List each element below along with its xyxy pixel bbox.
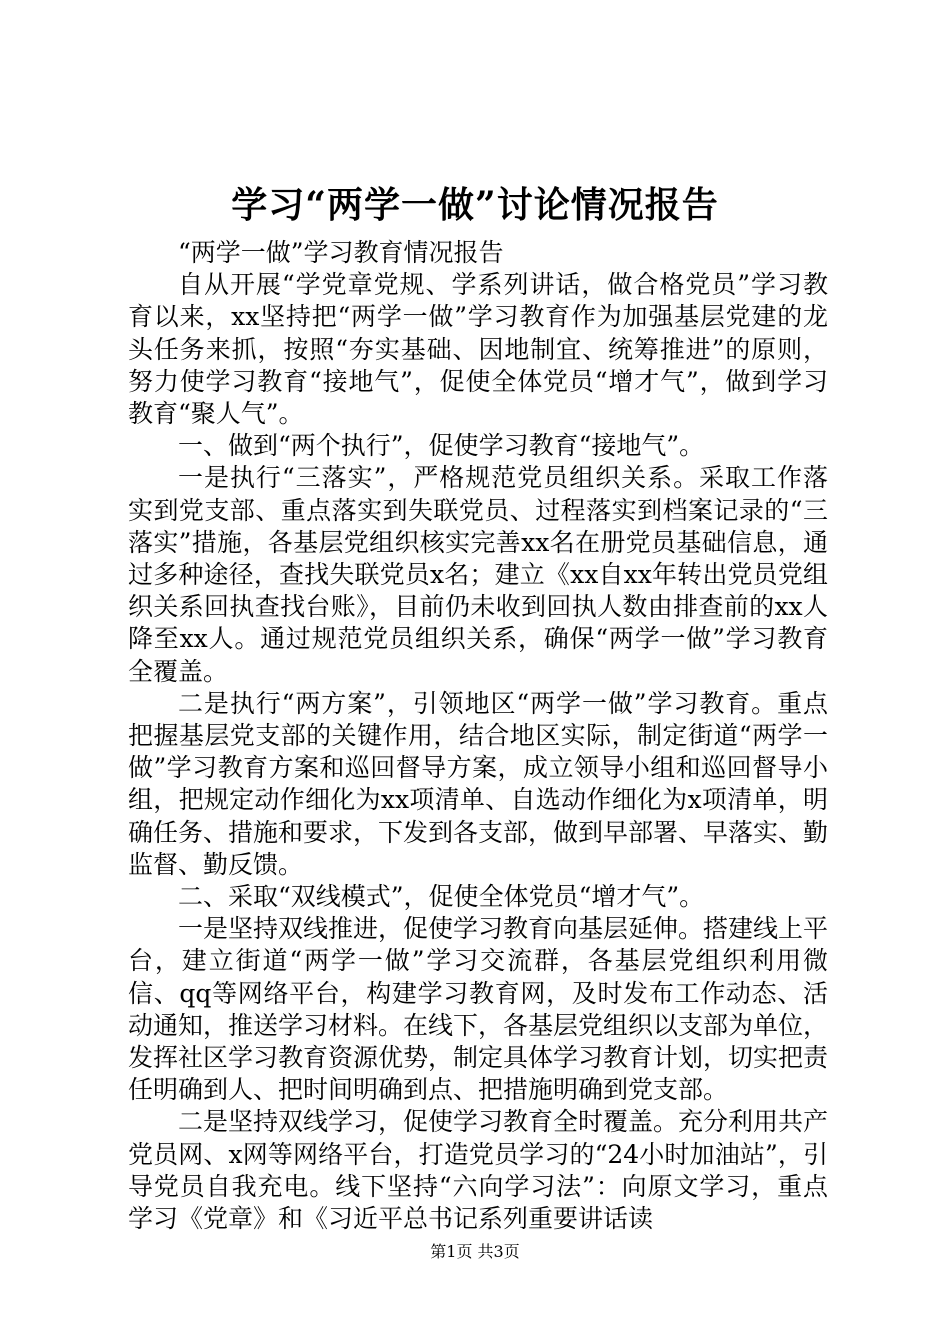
section-heading-2: 二、采取“双线模式”，促使全体党员“增才气”。 xyxy=(178,882,705,912)
section-heading-1: 一、做到“两个执行”，促使学习教育“接地气”。 xyxy=(178,431,705,461)
document-body xyxy=(128,237,828,1235)
page-footer: 第1页 共3页 xyxy=(430,1242,520,1261)
document-title: 学习“两学一做”讨论情况报告 xyxy=(231,184,719,226)
paragraph-1-1: 一是执行“三落实”，严格规范党员组织关系。采取工作落实到党支部、重点落实到失联党员、过程落实到档案记录的“三落实”措施，各基层党组织核实完善xx名在册党员基础信息，通过多种途径，查找失联党员x名；建立《xx自xx年转出党员党组织关系回执查找台账》，目前仍未收到回执人数由排查前的xx人降至xx人。通过规范党员组织关系，确保“两学一做”学习教育全覆盖。 xyxy=(128,463,828,686)
paragraph-2-1: 一是坚持双线推进，促使学习教育向基层延伸。搭建线上平台，建立街道“两学一做”学习交流群，各基层党组织利用微信、qq等网络平台，构建学习教育网，及时发布工作动态、活动通知，推送学习材料。在线下，各基层党组织以支部为单位，发挥社区学习教育资源优势，制定具体学习教育计划，切实把责任明确到人、把时间明确到点、把措施明确到党支部。 xyxy=(128,914,829,1105)
paragraph-2-2: 二是坚持双线学习，促使学习教育全时覆盖。充分利用共产党员网、x网等网络平台，打造党员学习的“24小时加油站”，引导党员自我充电。线下坚持“六向学习法”：向原文学习，重点学习《党章》和《习近平总书记系列重要讲话读 xyxy=(128,1107,829,1234)
paragraph-1-2: 二是执行“两方案”，引领地区“两学一做”学习教育。重点把握基层党支部的关键作用，结合地区实际，制定街道“两学一做”学习教育方案和巡回督导方案，成立领导小组和巡回督导小组，把规定动作细化为xx项清单、自选动作细化为x项清单，明确任务、措施和要求，下发到各支部，做到早部署、早落实、勤监督、勤反馈。 xyxy=(128,688,829,879)
paragraph-intro: 自从开展“学党章党规、学系列讲话，做合格党员”学习教育以来，xx坚持把“两学一做”学习教育作为加强基层党建的龙头任务来抓，按照“夯实基础、因地制宜、统筹推进”的原则，努力使学习教育“接地气”，促使全体党员“增才气”，做到学习教育“聚人气”。 xyxy=(128,270,828,429)
paragraph-subtitle: “两学一做”学习教育情况报告 xyxy=(178,238,504,267)
